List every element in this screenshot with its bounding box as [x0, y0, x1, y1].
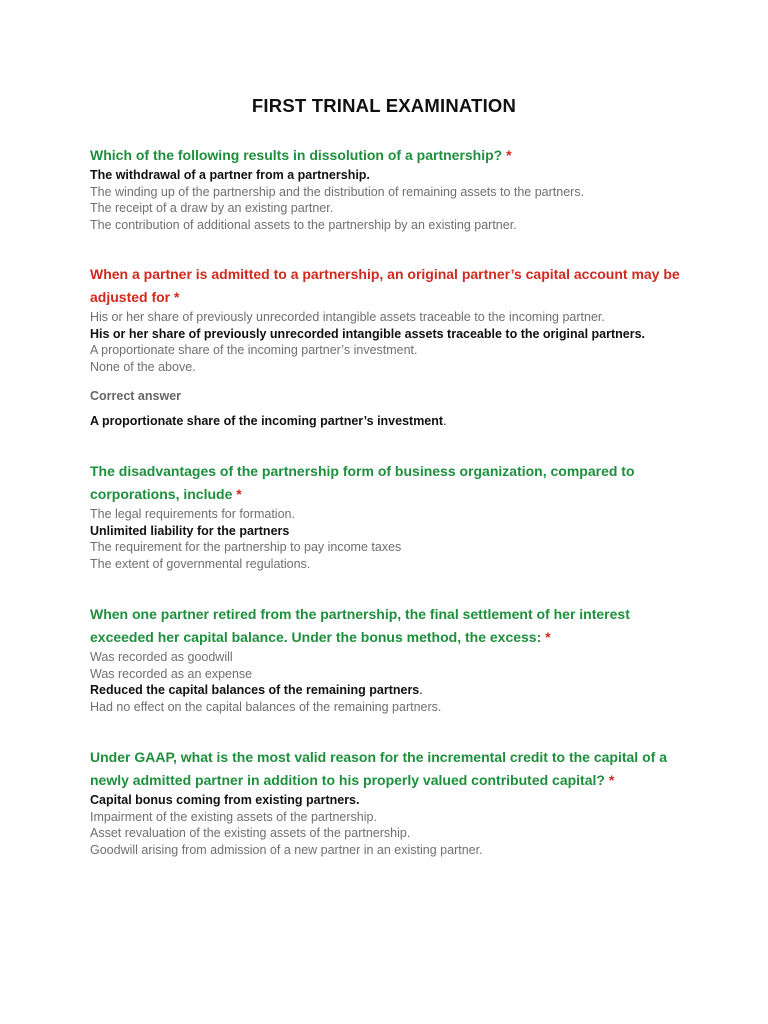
- correct-answer-period: .: [443, 414, 447, 428]
- question-text: [90, 603, 690, 649]
- option: The extent of governmental regulations.: [90, 556, 311, 571]
- option: The receipt of a draw by an existing partner.: [90, 201, 334, 215]
- option: The requirement for the partnership to pay income taxes: [90, 540, 402, 554]
- correct-answer-label: Correct answer: [90, 389, 182, 403]
- page-title: FIRST TRINAL EXAMINATION: [251, 95, 517, 116]
- question-1: [90, 144, 690, 233]
- question-text: [90, 746, 690, 792]
- option: Asset revaluation of the existing assets of the partnership.: [90, 826, 411, 840]
- question-label: Under GAAP, what is the most valid reason for the incremental credit to the capital of a newly admitted partner in addition to his properly valued contributed capital?: [90, 749, 667, 788]
- option: None of the above.: [90, 359, 196, 374]
- option-selected: The withdrawal of a partner from a partnership.: [90, 168, 370, 182]
- option: Impairment of the existing assets of the partnership.: [90, 809, 377, 824]
- question-5: [90, 746, 690, 858]
- required-mark: *: [506, 147, 512, 163]
- option: Had no effect on the capital balances of the remaining partners.: [90, 699, 442, 714]
- question-text: [90, 144, 690, 167]
- option: Goodwill arising from admission of a new partner in an existing partner.: [90, 842, 483, 857]
- option: The winding up of the partnership and the distribution of remaining assets to the partners.: [90, 184, 585, 199]
- correct-answer-text: A proportionate share of the incoming partner’s investment: [90, 414, 444, 428]
- option-selected: Unlimited liability for the partners: [90, 523, 290, 538]
- question-3: [90, 460, 690, 572]
- option-label: Reduced the capital balances of the remaining partners: [90, 683, 420, 697]
- question-4: [90, 603, 690, 715]
- option: Was recorded as goodwill: [90, 650, 233, 664]
- option: The legal requirements for formation.: [90, 507, 295, 521]
- question-label: When one partner retired from the partnership, the final settlement of her interest exceeded her capital balance. Under the bonus method, the excess:: [90, 606, 630, 645]
- option: The contribution of additional assets to the partnership by an existing partner.: [90, 217, 517, 232]
- question-label: The disadvantages of the partnership form of business organization, compared to corporations, include: [90, 463, 635, 502]
- option: His or her share of previously unrecorded intangible assets traceable to the incoming partner.: [90, 310, 605, 324]
- required-mark: *: [236, 486, 242, 502]
- required-mark: *: [545, 629, 551, 645]
- required-mark: *: [608, 772, 615, 788]
- option-period: .: [419, 683, 423, 697]
- question-label: Which of the following results in dissolution of a partnership?: [90, 147, 503, 163]
- question-text: [90, 263, 690, 309]
- option: Was recorded as an expense: [90, 666, 253, 681]
- question-text: [90, 460, 690, 506]
- option-selected: Capital bonus coming from existing partners.: [90, 793, 360, 807]
- option-selected: [90, 682, 690, 699]
- question-2: [90, 263, 690, 429]
- question-label: When a partner is admitted to a partnership, an original partner’s capital account may be adjusted for: [90, 266, 680, 305]
- correct-answer: [90, 413, 690, 429]
- option-selected: His or her share of previously unrecorded intangible assets traceable to the original partners.: [90, 326, 646, 341]
- required-mark: *: [174, 289, 180, 305]
- option: A proportionate share of the incoming partner’s investment.: [90, 343, 418, 357]
